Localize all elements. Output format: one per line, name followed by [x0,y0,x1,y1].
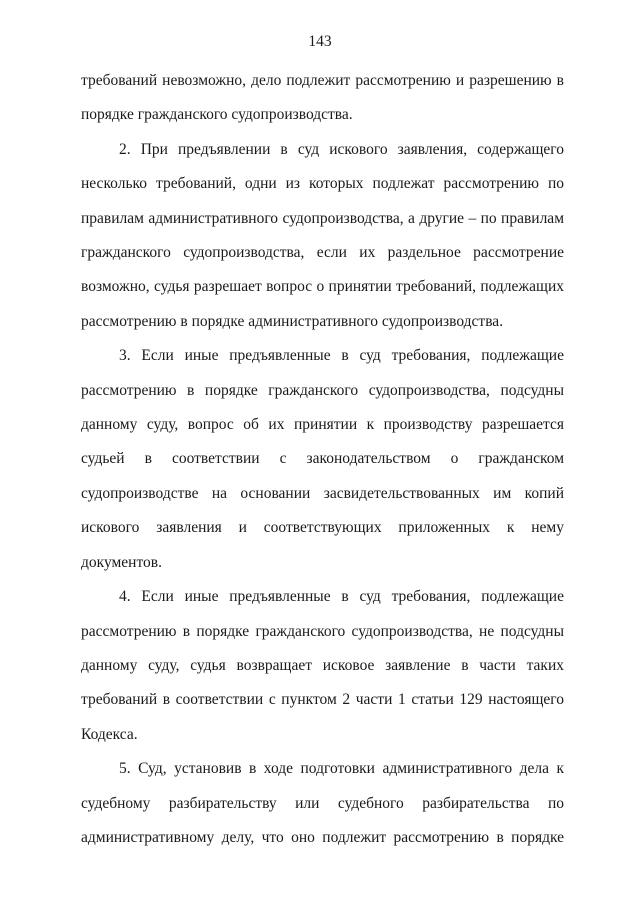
paragraph-item-3: 3. Если иные предъявленные в суд требования, подлежащие рассмотрению в порядке гражданского судопроизводства, подсудны данному суду, вопрос об их принятии к производству разрешается судьей в соответствии с законодательством о гражданском судопроизводстве на основании засвидетельствованных им копий искового заявления и соответствующих приложенных к нему документов. [81,347,564,571]
document-body [81,64,564,855]
page-number: 143 [308,33,332,50]
paragraph-item-4: 4. Если иные предъявленные в суд требования, подлежащие рассмотрению в порядке гражданского судопроизводства, не подсудны данному суду, судья возвращает исковое заявление в части таких требований в соответствии с пунктом 2 части 1 статьи 129 настоящего Кодекса. [81,588,564,743]
paragraph-continuation: требований невозможно, дело подлежит рассмотрению и разрешению в порядке гражданского судопроизводства. [81,72,564,124]
paragraph-item-2: 2. При предъявлении в суд искового заявления, содержащего несколько требований, одни из которых подлежат рассмотрению по правилам административного судопроизводства, а другие – по правилам гражданского судопроизводства, если их раздельное рассмотрение возможно, судья разрешает вопрос о принятии требований, подлежащих рассмотрению в порядке административного судопроизводства. [81,140,564,330]
paragraph-item-5: 5. Суд, установив в ходе подготовки административного дела к судебному разбирательству или судебного разбирательства по административному делу, что оно подлежит рассмотрению в порядке [81,760,564,846]
